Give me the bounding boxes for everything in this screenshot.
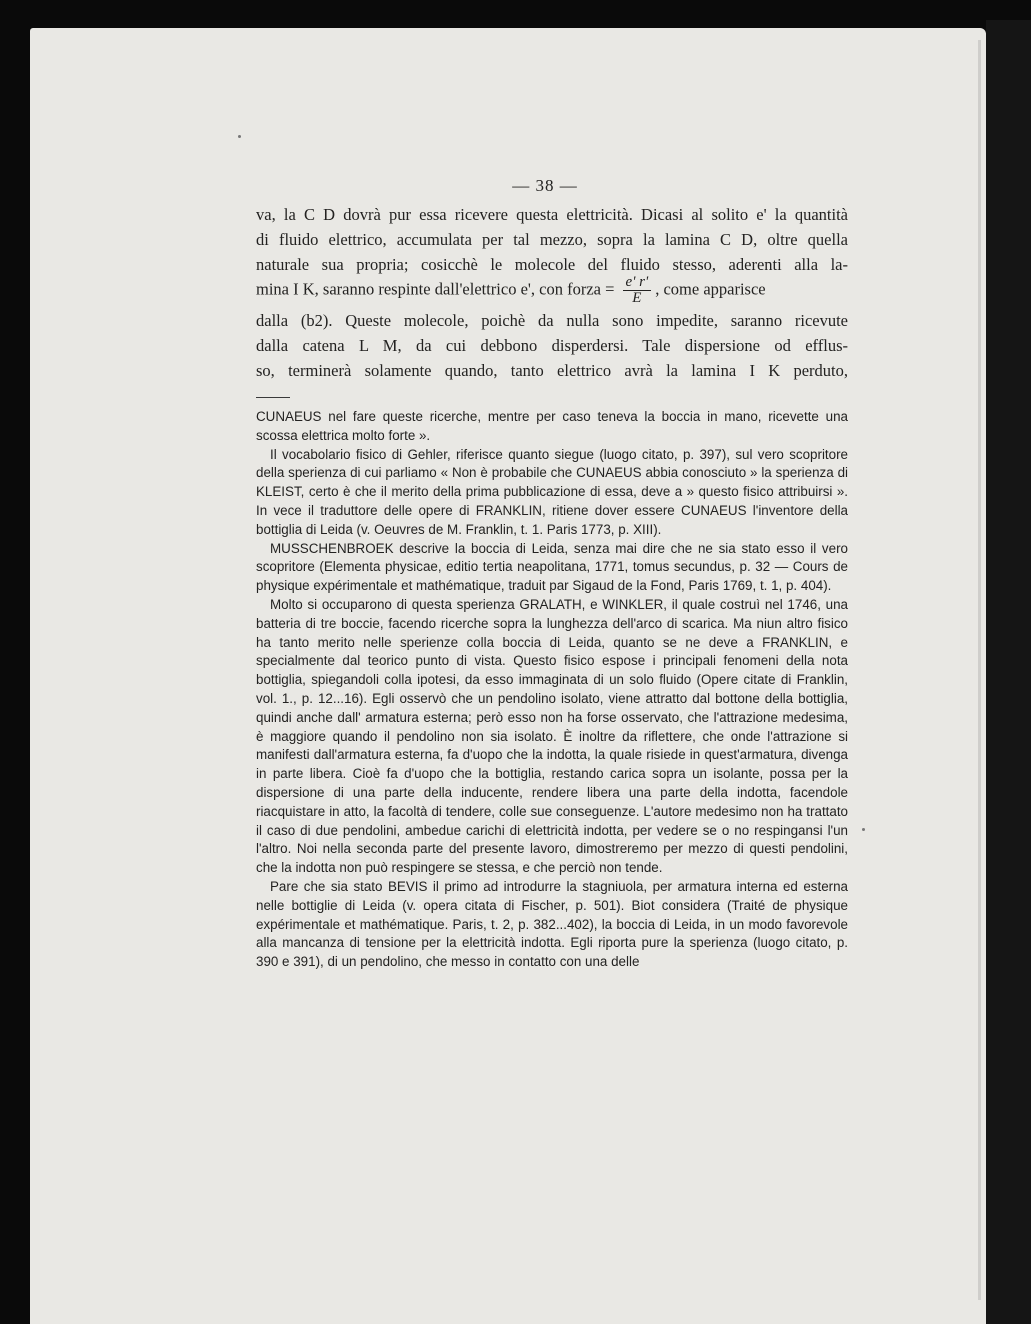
footnote-paragraph: Molto si occuparono di questa sperienza GRALATH, e WINKLER, il quale costruì nel 1746, una batteria di tre boccie, facendo ricerche sopra la lunghezza dell'arco di scarica. Ma niun altro fisico ha tanto merito nelle sperienze colla boccia di Leida, quanto se ne deve a FRANKLIN, e specialmente dal teorico punto di vista. Questo fisico espose i principali fenomeni della nota bottiglia, spiegandoli colla ipotesi, da esso immaginata di un solo fluido (Opere citate di Franklin, vol. 1., p. 12...16). Egli osservò che un pendolino isolato, viene attratto dal bottone della bottiglia, quindi anche dall' armatura esterna; però esso non ha forse osservato, che l'attrazione medesima, è maggiore quando il pendolino non sia isolato. È inoltre da riflettere, che onde l'attrazione si manifesti dall'armatura esterna, fa d'uopo che la indotta, la quale risiede in quest'armatura, divenga in parte libera. Cioè fa d'uopo che la bottiglia, restando carica sopra un isolante, possa per la dispersione di una parte della inducente, rendere libera una parte della indotta, facendole riacquistare in atto, la facoltà di tendere, colle sue conseguenze. L'autore medesimo non ha trattato il caso di due pendolini, ambedue carichi di elettricità indotta, per vedere se o no respingansi l'un l'altro. Noi nella seconda parte del presente lavoro, dimostreremo per mezzo di questi pendolini, che la indotta non può respingere se stessa, e che perciò non tende.	[256, 596, 848, 876]
page-edge-line	[978, 40, 981, 1300]
page-number: — 38 —	[512, 176, 578, 195]
main-text-line: dalla catena L M, da cui debbono disperdersi. Tale dispersione od efflus-	[256, 336, 848, 355]
formula-suffix: , come apparisce	[655, 279, 766, 299]
formula-prefix: =	[605, 279, 615, 299]
main-text-line: dalla (b2). Queste molecole, poichè da nulla sono impedite, saranno ricevute	[256, 311, 848, 330]
formula-denominator: E	[632, 290, 642, 306]
main-text-line: so, terminerà solamente quando, tanto elettrico avrà la lamina I K perduto,	[256, 361, 848, 380]
footnote-paragraph: Pare che sia stato BEVIS il primo ad introdurre la stagniuola, per armatura interna ed esterna nelle bottiglie di Leida (v. opera citata di Fischer, p. 501). Biot considera (Traité de physique expérimentale et mathématique. Paris, t. 2, p. 382...402), la boccia di Leida, in un modo favorevole alla mancanza di tensione per la elettricità indotta. Egli riporta pure la sperienza (luogo citato, p. 390 e 391), di un pendolino, che messo in contatto con una delle	[256, 878, 848, 970]
footnote-paragraph: CUNAEUS nel fare queste ricerche, mentre per caso teneva la boccia in mano, ricevette una scossa elettrica molto forte ».	[256, 409, 848, 443]
scan-speck	[238, 135, 241, 138]
main-text-formula-line	[256, 275, 848, 308]
main-text-block	[256, 202, 848, 383]
footnote-separator-rule	[256, 397, 290, 398]
main-text-line: mina I K, saranno respinte dall'elettrico e', con forza	[256, 279, 601, 299]
main-text-line: di fluido elettrico, accumulata per tal mezzo, sopra la lamina C D, oltre quella	[256, 230, 848, 249]
formula-fraction	[623, 275, 652, 306]
main-text-line: naturale sua propria; cosicchè le molecole del fluido stesso, aderenti alla la-	[256, 255, 848, 274]
footnote-paragraph: Il vocabolario fisico di Gehler, riferisce quanto siegue (luogo citato, p. 397), sul vero scopritore della sperienza di cui parliamo « Non è probabile che CUNAEUS abbia conosciuto » la sperienza di KLEIST, certo è che il merito della prima pubblicazione di essa, deve a » questo fisico attribuirsi ». In vece il traduttore delle opere di FRANKLIN, ritiene dover essere CUNAEUS l'inventore della bottiglia di Leida (v. Oeuvres de M. Franklin, t. 1. Paris 1773, p. XIII).	[256, 446, 848, 537]
book-edge-dark	[986, 20, 1031, 1324]
footnotes-block	[256, 408, 848, 972]
scan-speck	[862, 828, 865, 831]
main-text-line: va, la C D dovrà pur essa ricevere questa elettricità. Dicasi al solito e' la quantità	[256, 205, 848, 224]
footnote-paragraph: MUSSCHENBROEK descrive la boccia di Leida, senza mai dire che ne sia stato esso il vero scopritore (Elementa physicae, editio tertia neapolitana, 1771, tomus secundus, p. 32 — Cours de physique expérimentale et mathématique, traduit par Sigaud de la Fond, Paris 1769, t. 1, p. 404).	[256, 540, 848, 594]
formula-numerator: e' r'	[623, 275, 652, 291]
